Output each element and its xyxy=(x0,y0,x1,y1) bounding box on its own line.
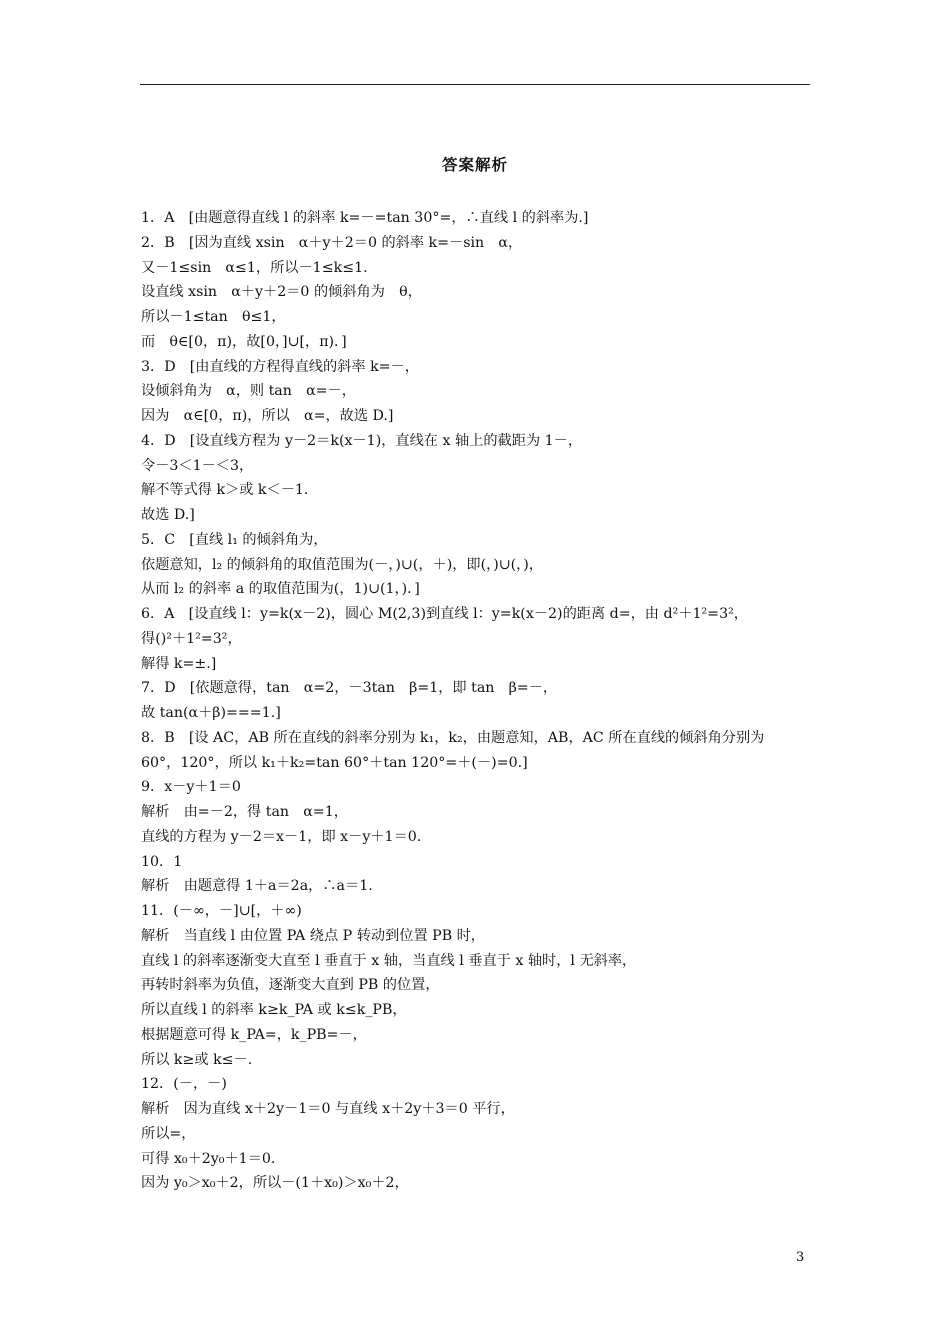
text-line: 所以 k≥或 k≤－. xyxy=(141,1051,253,1068)
text-line: 解析 因为直线 x＋2y－1＝0 与直线 x＋2y＋3＝0 平行， xyxy=(141,1101,515,1117)
text-line: 解不等式得 k＞或 k＜－1. xyxy=(141,482,309,499)
text-line: 4．D [设直线方程为 y－2＝k(x－1)，直线在 x 轴上的截距为 1－， xyxy=(141,432,583,449)
text-line: 又－1≤sin α≤1，所以－1≤k≤1. xyxy=(141,259,368,276)
text-line: 而 θ∈[0，π)，故[0，]∪[，π)．] xyxy=(141,333,347,350)
text-line: 2．B [因为直线 xsin α＋y＋2＝0 的斜率 k=－sin α， xyxy=(141,234,523,251)
text-line: 设直线 xsin α＋y＋2＝0 的倾斜角为 θ， xyxy=(141,284,422,301)
text-line: 故 tan(α＋β)===1.] xyxy=(141,705,281,721)
text-line: 1．A [由题意得直线 l 的斜率 k=－=tan 30°=，∴直线 l 的斜率为.] xyxy=(141,210,589,226)
doc-title: 答案解析 xyxy=(441,155,508,174)
text-line: 直线 l 的斜率逐渐变大直至 l 垂直于 x 轴，当直线 l 垂直于 x 轴时，l 无斜率， xyxy=(141,952,637,969)
text-line: 所以－1≤tan θ≤1， xyxy=(141,309,286,325)
text-line: 解析 由题意得 1＋a＝2a，∴a＝1. xyxy=(141,878,373,895)
text-line: 10．1 xyxy=(141,853,183,870)
answer-content xyxy=(141,206,821,1196)
text-line: 依题意知，l₂ 的倾斜角的取值范围为(－，)∪(，＋)，即(，)∪(，)， xyxy=(141,556,543,573)
text-line: 9．x－y＋1＝0 xyxy=(141,779,241,796)
text-line: 12．(－，－) xyxy=(141,1076,227,1093)
text-line: 11．(－∞，－]∪[，＋∞) xyxy=(141,903,302,919)
text-line: 令－3＜1－＜3， xyxy=(141,457,254,474)
text-line: 根据题意可得 k_PA=，k_PB=－， xyxy=(141,1026,367,1043)
text-line: 因为 y₀＞x₀＋2，所以－(1＋x₀)＞x₀＋2， xyxy=(141,1175,409,1192)
text-line: 3．D [由直线的方程得直线的斜率 k=－， xyxy=(141,358,419,375)
text-line: 从而 l₂ 的斜率 a 的取值范围为(，1)∪(1，)．] xyxy=(141,581,420,598)
text-line: 可得 x₀＋2y₀＋1＝0. xyxy=(141,1150,276,1167)
text-line: 解得 k=±.] xyxy=(141,655,217,672)
text-line: 因为 α∈[0，π)，所以 α=，故选 D.] xyxy=(141,408,394,424)
text-line: 故选 D.] xyxy=(141,507,195,523)
text-line: 解析 由=－2，得 tan α=1， xyxy=(141,804,348,820)
text-line: 再转时斜率为负值，逐渐变大直到 PB 的位置， xyxy=(141,977,440,994)
text-line: 60°，120°，所以 k₁＋k₂=tan 60°＋tan 120°=＋(－)=0.] xyxy=(141,754,528,771)
text-line: 7．D [依题意得，tan α=2，－3tan β=1，即 tan β=－， xyxy=(141,680,558,697)
text-line: 8．B [设 AC，AB 所在直线的斜率分别为 k₁，k₂，由题意知，AB，AC 所在直线的倾斜角分别为 xyxy=(141,729,765,746)
text-line: 5．C [直线 l₁ 的倾斜角为， xyxy=(141,531,328,548)
text-line: 解析 当直线 l 由位置 PA 绕点 P 转动到位置 PB 时， xyxy=(141,927,485,944)
text-line: 得()²＋1²=3²， xyxy=(141,630,242,647)
text-line: 所以=， xyxy=(141,1125,196,1142)
text-line: 所以直线 l 的斜率 k≥k_PA 或 k≤k_PB， xyxy=(141,1002,407,1018)
page-number: 3 xyxy=(796,1250,805,1265)
text-line: 直线的方程为 y－2＝x－1，即 x－y＋1＝0. xyxy=(141,828,422,845)
header-rule xyxy=(140,84,810,85)
text-line: 设倾斜角为 α，则 tan α=－， xyxy=(141,383,356,400)
text-line: 6．A [设直线 l：y=k(x－2)，圆心 M(2,3)到直线 l：y=k(x－2)的距离 d=，由 d²＋1²=3²， xyxy=(141,606,748,622)
